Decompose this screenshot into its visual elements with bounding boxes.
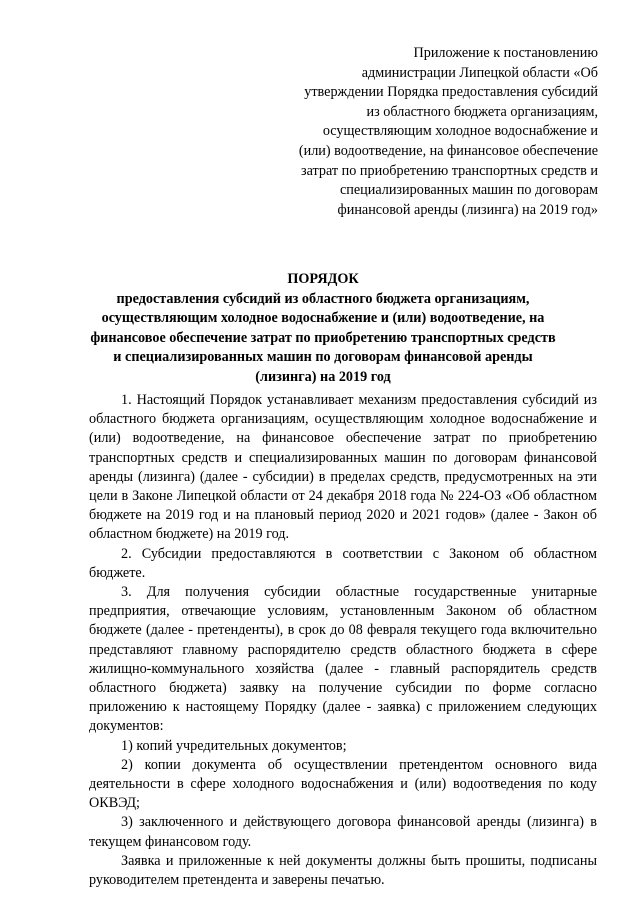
appendix-line: затрат по приобретению транспортных средств и: [301, 162, 598, 179]
title-line: финансовое обеспечение затрат по приобретению транспортных средств: [90, 329, 556, 346]
paragraph-2: 2. Субсидии предоставляются в соответствии с Законом об областном бюджете.: [89, 545, 597, 581]
document-title: [88, 270, 558, 388]
appendix-line: из областного бюджета организациям,: [366, 103, 598, 120]
appendix-line: осуществляющим холодное водоснабжение и: [322, 123, 598, 140]
appendix-line: (или) водоотведение, на финансовое обеспечение: [298, 142, 598, 159]
appendix-line: Приложение к постановлению: [413, 45, 598, 61]
appendix-line: администрации Липецкой области «Об: [361, 64, 598, 81]
appendix-line: специализированных машин по договорам: [339, 182, 598, 199]
title-line: предоставления субсидий из областного бюджета организациям,: [116, 290, 530, 307]
title-line: (лизинга) на 2019 год: [255, 368, 391, 385]
list-item-3: 3) заключенного и действующего договора финансовой аренды (лизинга) в текущем финансовом году.: [89, 814, 597, 850]
paragraph-3: 3. Для получения субсидии областные государственные унитарные предприятия, отвечающие условиям, установленным Законом об областном бюджете (далее - претенденты), в срок до 08 февраля текущего года включительно представляют главному распорядителю средств областного бюджета в сфере жилищно-коммунального хозяйства (далее - главный распорядитель средств областного бюджета) заявку на получение субсидии по форме согласно приложению к настоящему Порядку (далее - заявка) с приложением следующих документов:: [89, 584, 597, 735]
title-line: осуществляющим холодное водоснабжение и (или) водоотведение, на: [101, 310, 545, 327]
paragraph-4: Заявка и приложенные к ней документы должны быть прошиты, подписаны руководителем претендента и заверены печатью.: [89, 852, 597, 889]
list-item-2: 2) копии документа об осуществлении претендентом основного вида деятельности в сфере холодного водоснабжения и (или) водоотведения по коду ОКВЭД;: [89, 756, 597, 812]
title-line: и специализированных машин по договорам финансовой аренды: [113, 349, 533, 366]
appendix-line: утверждении Порядка предоставления субсидий: [304, 84, 598, 101]
title-heading: ПОРЯДОК: [287, 271, 359, 287]
appendix-line: финансовой аренды (лизинга) на 2019 год»: [337, 201, 598, 218]
document-body: [89, 391, 597, 890]
list-item-1: 1) копий учредительных документов;: [121, 737, 347, 754]
appendix-header: [268, 44, 598, 220]
paragraph-1: 1. Настоящий Порядок устанавливает механизм предоставления субсидий из областного бюджета организациям, осуществляющим холодное водоснабжение и (или) водоотведение, на финансовое обеспечение затрат по приобретению транспортных средств и специализированных машин по договорам финансовой аренды (лизинга) (далее - субсидии) в пределах средств, предусмотренных на эти цели в Законе Липецкой области от 24 декабря 2018 года № 224-ОЗ «Об областном бюджете на 2019 год и на плановый период 2020 и 2021 годов» (далее - Закон об областном бюджете) на 2019 год.: [89, 392, 597, 543]
